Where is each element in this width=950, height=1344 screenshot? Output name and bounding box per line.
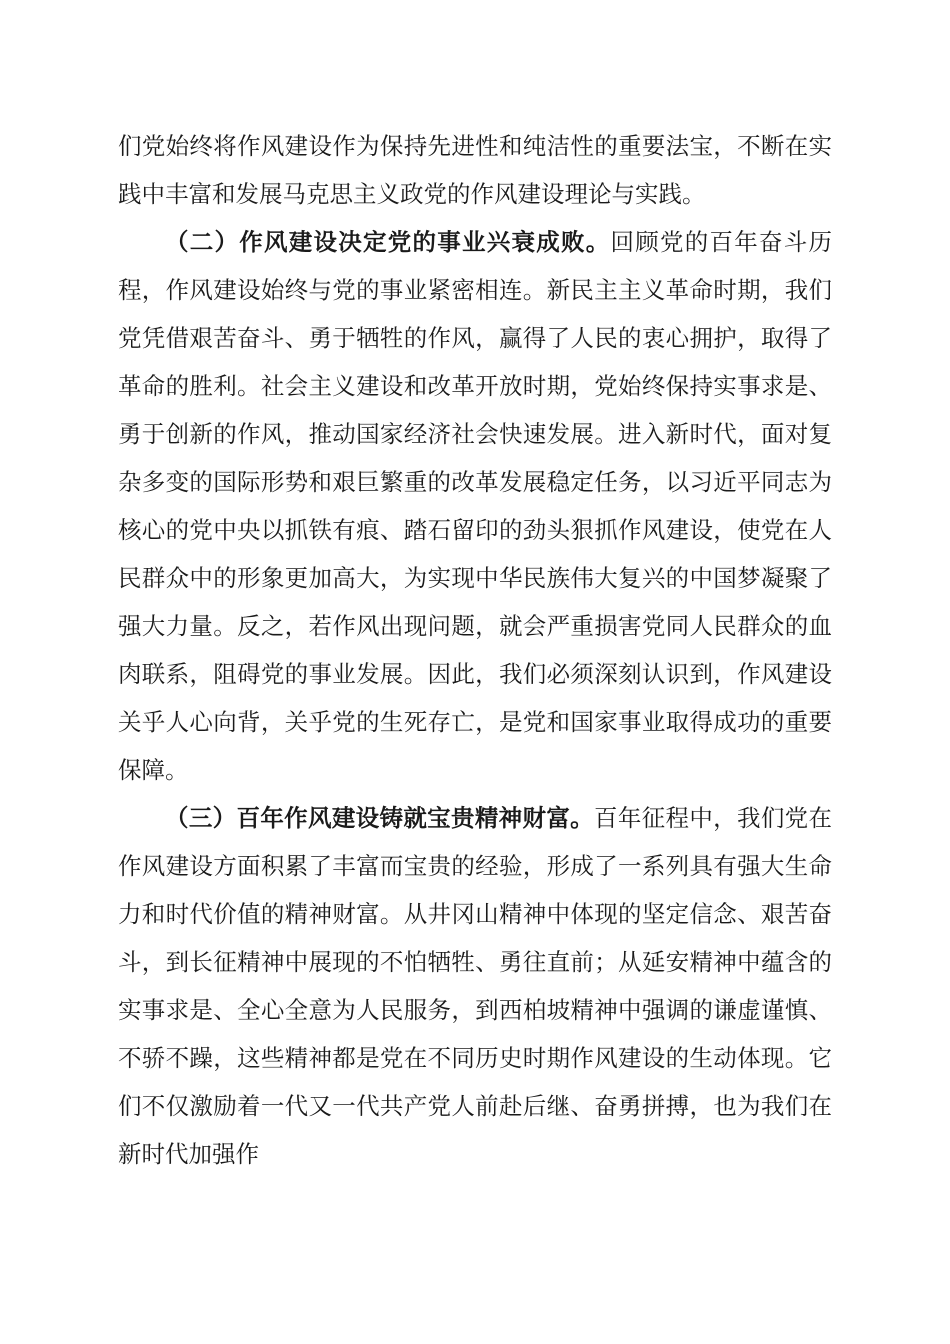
paragraph-continuation	[118, 122, 832, 218]
paragraph-body: 回顾党的百年奋斗历程，作风建设始终与党的事业紧密相连。新民主主义革命时期，我们党凭借艰苦奋斗、勇于牺牲的作风，赢得了人民的衷心拥护，取得了革命的胜利。社会主义建设和改革开放时期，党始终保持实事求是、勇于创新的作风，推动国家经济社会快速发展。进入新时代，面对复杂多变的国际形势和艰巨繁重的改革发展稳定任务，以习近平同志为核心的党中央以抓铁有痕、踏石留印的劲头狠抓作风建设，使党在人民群众中的形象更加高大，为实现中华民族伟大复兴的中国梦凝聚了强大力量。反之，若作风出现问题，就会严重损害党同人民群众的血肉联系，阻碍党的事业发展。因此，我们必须深刻认识到，作风建设关乎人心向背，关乎党的生死存亡，是党和国家事业取得成功的重要保障。	[118, 228, 832, 784]
paragraph-body: 们党始终将作风建设作为保持先进性和纯洁性的重要法宝，不断在实践中丰富和发展马克思主义政党的作风建设理论与实践。	[118, 132, 832, 208]
document-page	[118, 122, 832, 1178]
section-heading: （二）作风建设决定党的事业兴衰成败。	[165, 228, 611, 256]
section-heading: （三）百年作风建设铸就宝贵精神财富。	[165, 804, 594, 832]
paragraph-section-2	[118, 218, 832, 794]
paragraph-section-3	[118, 794, 832, 1178]
paragraph-body: 百年征程中，我们党在作风建设方面积累了丰富而宝贵的经验，形成了一系列具有强大生命力和时代价值的精神财富。从井冈山精神中体现的坚定信念、艰苦奋斗，到长征精神中展现的不怕牺牲、勇往直前；从延安精神中蕴含的实事求是、全心全意为人民服务，到西柏坡精神中强调的谦虚谨慎、不骄不躁，这些精神都是党在不同历史时期作风建设的生动体现。它们不仅激励着一代又一代共产党人前赴后继、奋勇拼搏，也为我们在新时代加强作	[118, 804, 832, 1168]
